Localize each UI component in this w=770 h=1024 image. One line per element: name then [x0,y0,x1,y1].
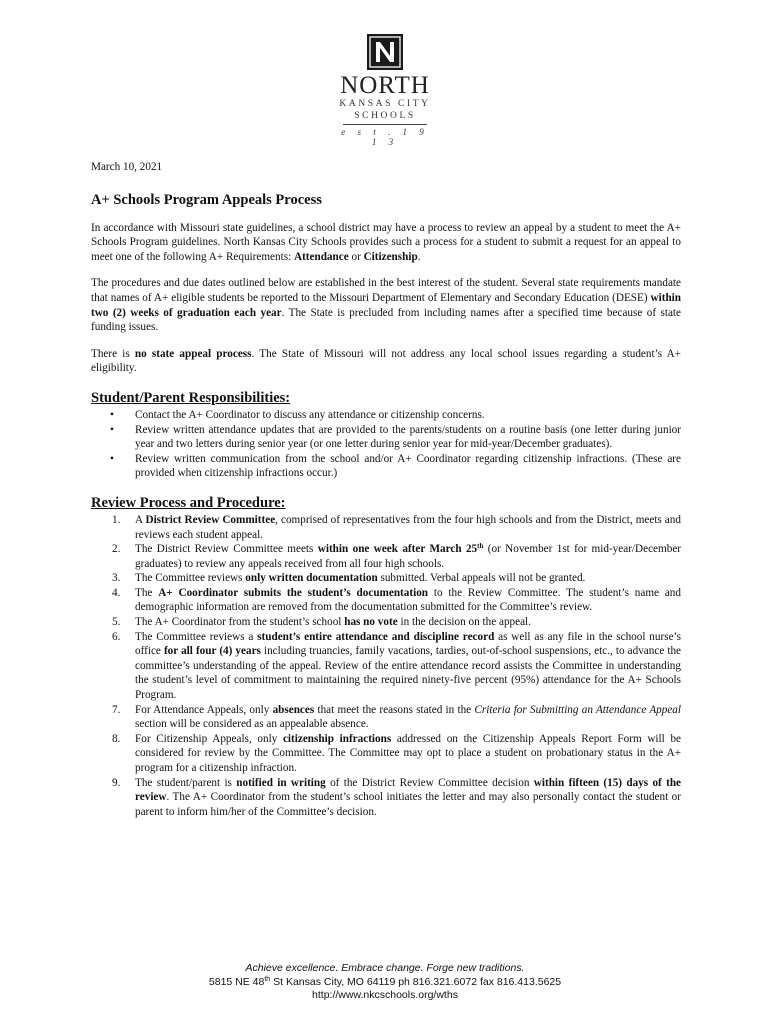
list-item [112,776,682,820]
text-span: as well as any file in the school nurse’s office [135,630,681,658]
footer-address [0,976,770,990]
bold-text: only written documentation [245,572,378,585]
logo-mark-icon [367,34,403,70]
logo-line-1: KANSAS CITY [339,99,431,109]
text-span: 5815 NE 48 [208,975,265,988]
item-number: 7. [112,703,121,716]
logo-established: e s t . 1 9 1 3 [341,127,429,147]
bold-text: notified in writing [236,776,326,789]
item-number: 9. [112,776,121,789]
letter-date: March 10, 2021 [91,161,163,173]
procedures-paragraph [91,276,681,334]
text-span: submitted. Verbal appeals will not be granted. [377,572,586,585]
item-number: 2. [112,543,121,556]
text-span: St Kansas City, MO 64119 ph 816.321.6072 fax 816.413.5625 [270,975,562,988]
logo-divider [343,124,427,125]
text-span: The District Review Committee meets [135,543,318,556]
text-span: section will be considered as an appealable absence. [135,718,369,731]
text-span: within one week after March 25 [317,543,478,556]
logo-line-2: SCHOOLS [354,111,416,121]
text-span: (or November 1st for mid-year/December graduates) to review any appeals received from all four high schools. [135,543,682,570]
list-item [112,513,681,542]
state-appeal-paragraph [91,347,681,376]
italic-text: Criteria for Submitting an Attendance Appeal [474,703,682,716]
list-item [112,542,682,571]
text-span: , comprised of representatives from the four high schools and from the District, meets and reviews each student appeal. [135,513,681,541]
bold-text: Attendance [293,250,349,263]
text-span: The student/parent is [135,776,237,789]
bold-text: within two (2) weeks of graduation each year [91,291,681,319]
text-span: In accordance with Missouri state guidelines, a school district may have a process to review an appeal by a student to meet the A+ Schools Program guidelines. North Kansas City Schools provides such a process for a student to submit a request for an appeal to meet one of the following A+ Requirements: [91,221,681,263]
page-title: A+ Schools Program Appeals Process [91,191,322,208]
bold-text: A+ Coordinator submits the student’s documentation [158,586,429,599]
text-span: addressed on the Citizenship Appeals Report Form will be considered for review by the Committee. The Committee may opt to place a student on probationary status in the A+ program for a citizenship infraction. [135,732,682,774]
bold-text: District Review Committee [145,513,276,526]
superscript: th [477,542,484,551]
text-span: The Committee reviews [135,572,246,585]
text-span: The procedures and due dates outlined below are established in the best interest of the student. Several state requirements mandate that names of A+ eligible students be reported to the Missouri Department of Elementary and Secondary Education (DESE) [91,277,681,304]
text-span: For Citizenship Appeals, only [135,732,283,745]
page-footer [0,962,770,1003]
procedure-heading: Review Process and Procedure: [91,494,286,511]
bold-text: within fifteen (15) days of the review [135,776,682,804]
list-item [112,630,682,703]
text-span: . [417,250,421,263]
bold-text: has no vote [344,616,398,629]
text-span: including truancies, family vacations, tardies, out-of-school suspensions, etc., to advance the committee’s understanding of the appeal. Review of the entire attendance record assists the Committee in understanding the student’s level of commitment to maintaining the required ninety-five percent (95%) attendance for the A+ Schools Program. [135,645,682,702]
text-span: of the District Review Committee decision [325,776,534,789]
logo-word: NORTH [340,72,430,99]
item-number: 5. [112,616,121,629]
text-span: . The A+ Coordinator from the student’s school initiates the letter and may also personally contact the student or parent to inform him/her of the Committee’s decision. [135,791,681,818]
bold-text: for all four (4) years [163,645,261,658]
responsibilities-heading: Student/Parent Responsibilities: [91,389,291,406]
item-number: 8. [112,732,121,745]
footer-website-link[interactable]: http://www.nkcschools.org/wths [312,989,458,1001]
text-span: The [135,586,159,599]
logo-n-glyph-icon [367,34,403,70]
list-item: • Contact the A+ Coordinator to discuss any attendance or citizenship concerns. [135,408,681,423]
letter-body [91,160,681,819]
intro-paragraph [91,221,681,265]
text-span: . The State of Missouri will not address any local school issues regarding a student’s A+ eligibility. [91,347,681,375]
list-item [112,615,681,630]
item-number: 3. [112,572,121,585]
list-item [112,732,682,776]
text-span: or [348,250,364,263]
bold-text: Citizenship [363,250,418,263]
text-span: There is [91,347,135,360]
list-item [112,586,681,615]
procedure-list [91,513,681,819]
bold-text: no state appeal process [134,347,252,360]
text-span: The A+ Coordinator from the student’s school [135,616,345,629]
bold-text: student’s entire attendance and discipline record [257,630,495,643]
text-span: that meet the reasons stated in the [314,703,475,716]
district-logo [338,34,432,146]
list-item: • Review written communication from the school and/or A+ Coordinator regarding citizenship infractions. (These are provided when citizenship infractions occur.) [135,452,681,481]
superscript: th [264,975,271,983]
item-number: 1. [112,513,121,526]
list-item [112,703,682,732]
list-item: • Review written attendance updates that are provided to the parents/students on a routine basis (one letter during junior year and two letters during senior year (or one letter during senior year for mid-year/December graduates). [135,423,681,452]
text-span: The Committee reviews a [135,630,258,643]
text-span: . The State is precluded from including names after a specified time because of state funding issues. [91,306,681,334]
item-number: 6. [112,630,121,643]
bold-text: absences [272,703,315,716]
list-item [112,571,681,586]
text-span: to the Review Committee. The student’s name and demographic information are removed from the documentation submitted for the Committee’s review. [135,586,681,614]
bold-text [318,543,484,555]
bold-text: citizenship infractions [282,732,392,745]
footer-tagline: Achieve excellence. Embrace change. Forge new traditions. [245,962,525,974]
text-span: A [135,513,146,526]
responsibilities-list [91,408,681,481]
text-span: For Attendance Appeals, only [135,703,273,716]
item-number: 4. [112,586,121,599]
text-span: in the decision on the appeal. [397,616,531,629]
